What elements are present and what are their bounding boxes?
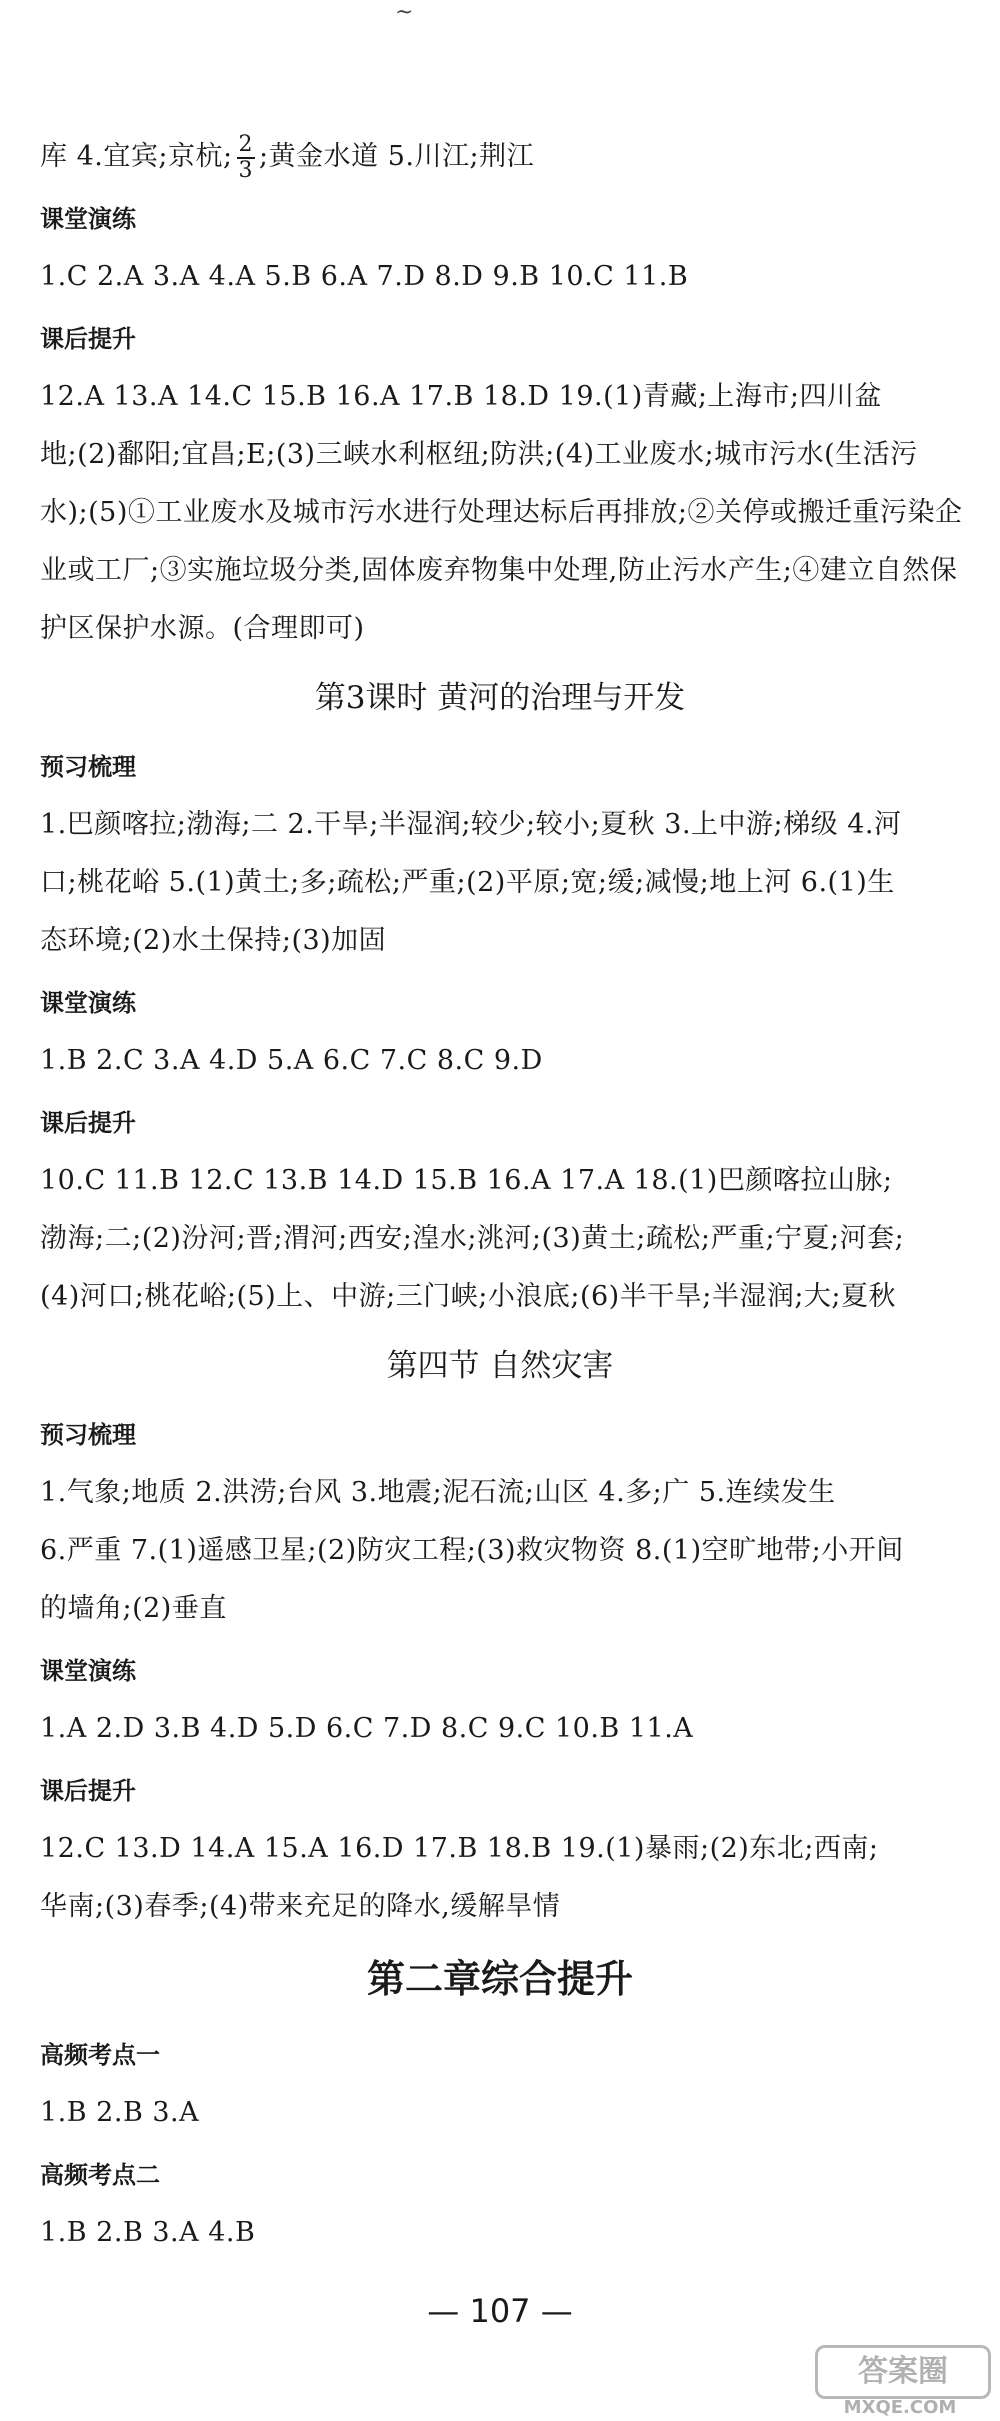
page-number: — 107 — [427, 2292, 573, 2330]
answer-line: 12.C 13.D 14.A 15.A 16.D 17.B 18.B 19.(1)暴雨;(2)东北;西南; [40, 1833, 879, 1864]
watermark-url: MXQE.COM [843, 2397, 957, 2418]
fraction: $\frac{2}{3}$ [238, 131, 254, 183]
answer-line: 6.严重 7.(1)遥感卫星;(2)防灾工程;(3)救灾物资 8.(1)空旷地带;小开间 [40, 1535, 904, 1566]
answer-line: (4)河口;桃花峪;(5)上、中游;三门峡;小浪底;(6)半干旱;半湿润;大;夏秋 [40, 1281, 897, 1312]
subheading-key-point-1: 高频考点一 [40, 2041, 160, 2069]
subheading-preview: 预习梳理 [40, 753, 136, 781]
subheading-classroom-practice: 课堂演练 [40, 205, 136, 233]
answer-line: 的墙角;(2)垂直 [40, 1593, 227, 1624]
answer-line: 态环境;(2)水土保持;(3)加固 [40, 925, 387, 956]
answer-line: 地;(2)鄱阳;宜昌;E;(3)三峡水利枢纽;防洪;(4)工业废水;城市污水(生活污 [40, 439, 918, 470]
answer-line: 护区保护水源。(合理即可) [40, 613, 365, 644]
lesson-title: 第3课时 黄河的治理与开发 [314, 680, 686, 716]
subheading-after-class: 课后提升 [40, 325, 136, 353]
answer-line: 库 4.宜宾;京杭; $\frac{2}{3}$ ;黄金水道 5.川江;荆江 [40, 131, 535, 183]
subheading-preview: 预习梳理 [40, 1421, 136, 1449]
answer-line: 1.气象;地质 2.洪涝;台风 3.地震;泥石流;山区 4.多;广 5.连续发生 [40, 1477, 836, 1508]
answer-line: 1.B 2.C 3.A 4.D 5.A 6.C 7.C 8.C 9.D [40, 1045, 543, 1076]
answer-line: 业或工厂;③实施垃圾分类,固体废弃物集中处理,防止污水产生;④建立自然保 [40, 555, 958, 586]
answer-line: 1.B 2.B 3.A 4.B [40, 2217, 256, 2248]
answer-line: 1.C 2.A 3.A 4.A 5.B 6.A 7.D 8.D 9.B 10.C 11.B [40, 261, 689, 292]
answer-line: 12.A 13.A 14.C 15.B 16.A 17.B 18.D 19.(1)青藏;上海市;四川盆 [40, 381, 883, 412]
answer-line: 1.B 2.B 3.A [40, 2097, 200, 2128]
answer-line: 渤海;二;(2)汾河;晋;渭河;西安;湟水;洮河;(3)黄土;疏松;严重;宁夏;河套; [40, 1223, 905, 1254]
answer-line: 1.A 2.D 3.B 4.D 5.D 6.C 7.D 8.C 9.C 10.B 11.A [40, 1713, 694, 1744]
answer-line: 华南;(3)春季;(4)带来充足的降水,缓解旱情 [40, 1891, 561, 1922]
answer-line: 10.C 11.B 12.C 13.B 14.D 15.B 16.A 17.A 18.(1)巴颜喀拉山脉; [40, 1165, 893, 1196]
watermark-logo: 答案圈 [815, 2345, 991, 2399]
answer-content [40, 128, 963, 2262]
chapter-title: 第二章综合提升 [366, 1957, 633, 2001]
answer-line: 1.巴颜喀拉;渤海;二 2.干旱;半湿润;较少;较小;夏秋 3.上中游;梯级 4.河 [40, 809, 902, 840]
answer-line: 口;桃花峪 5.(1)黄土;多;疏松;严重;(2)平原;宽;缓;减慢;地上河 6.(1)生 [40, 867, 895, 898]
answer-line: 水);(5)①工业废水及城市污水进行处理达标后再排放;②关停或搬迁重污染企 [40, 497, 963, 528]
top-mark: ~ [395, 0, 414, 25]
subheading-after-class: 课后提升 [40, 1109, 136, 1137]
subheading-classroom-practice: 课堂演练 [40, 1657, 136, 1685]
subheading-classroom-practice: 课堂演练 [40, 989, 136, 1017]
subheading-key-point-2: 高频考点二 [40, 2161, 160, 2189]
section-title: 第四节 自然灾害 [386, 1348, 614, 1384]
watermark [815, 2345, 985, 2418]
subheading-after-class: 课后提升 [40, 1777, 136, 1805]
